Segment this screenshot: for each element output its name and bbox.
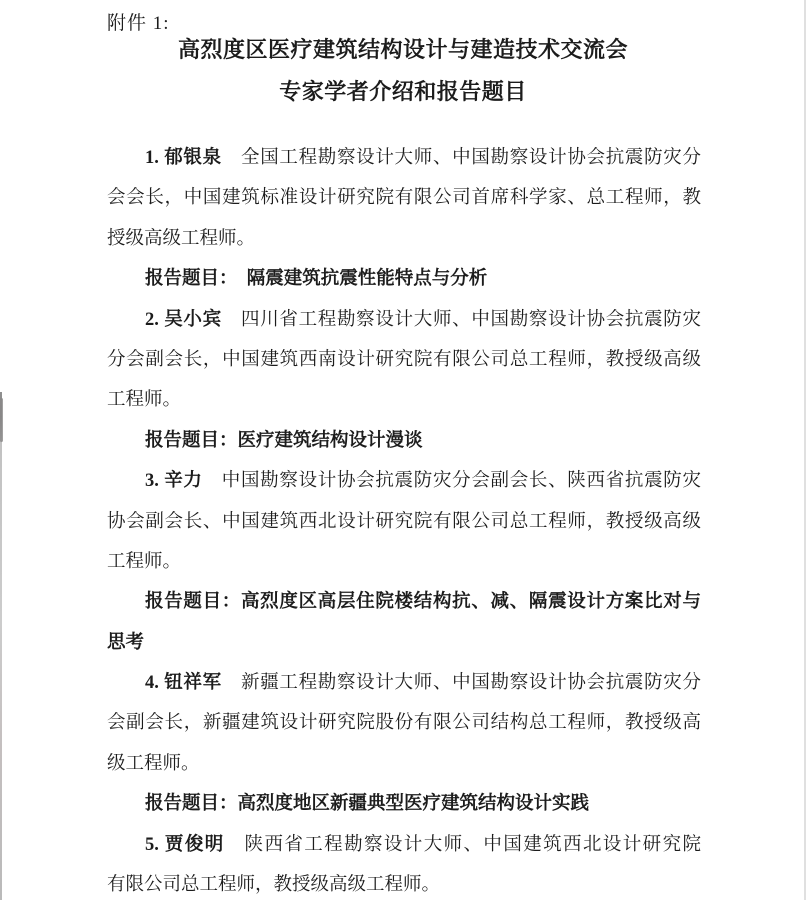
expert-bio-line	[107, 138, 701, 178]
expert-bio-line: 工程师。	[107, 551, 182, 572]
scan-smudge-artifact	[0, 398, 3, 442]
expert-bio-text: 新疆工程勘察设计大师、中国勘察设计协会抗震防灾分	[221, 673, 701, 694]
report-topic-line: 思考	[107, 632, 145, 653]
expert-bio-line: 会会长，中国建筑标准设计研究院有限公司首席科学家、总工程师，教	[107, 188, 701, 209]
report-topic-line: 报告题目：高烈度地区新疆典型医疗建筑结构设计实践	[145, 794, 590, 815]
expert-bio-text: 陕西省工程勘察设计大师、中国建筑西北设计研究院	[224, 834, 701, 855]
report-topic-line: 报告题目： 隔震建筑抗震性能特点与分析	[145, 269, 488, 290]
expert-bio-line	[107, 825, 701, 865]
scan-edge-artifact-left	[0, 392, 2, 900]
expert-number-name: 5. 贾俊明	[145, 834, 225, 855]
expert-bio-line	[107, 461, 701, 501]
expert-bio-line: 分会副会长，中国建筑西南设计研究院有限公司总工程师，教授级高级	[107, 349, 701, 370]
report-topic-line: 报告题目：医疗建筑结构设计漫谈	[145, 430, 423, 451]
expert-bio-line	[107, 663, 701, 703]
expert-number-name: 4. 钮祥军	[145, 673, 222, 694]
expert-bio-line: 授级高级工程师。	[107, 228, 256, 249]
expert-bio-line: 工程师。	[107, 390, 182, 411]
report-topic-line: 报告题目：高烈度区高层住院楼结构抗、减、隔震设计方案比对与	[145, 592, 701, 613]
expert-bio-line: 有限公司总工程师，教授级高级工程师。	[107, 875, 441, 896]
expert-bio-line: 协会副会长、中国建筑西北设计研究院有限公司总工程师，教授级高级	[107, 511, 701, 532]
document-title-line1: 高烈度区医疗建筑结构设计与建造技术交流会	[177, 37, 628, 62]
expert-bio-line: 级工程师。	[107, 753, 200, 774]
expert-bio-text: 中国勘察设计协会抗震防灾分会副会长、陕西省抗震防灾	[202, 471, 701, 492]
document-body-lines	[107, 138, 701, 905]
expert-number-name: 1. 郁银泉	[145, 148, 222, 168]
expert-bio-text: 全国工程勘察设计大师、中国勘察设计协会抗震防灾分	[221, 148, 701, 168]
expert-bio-text: 四川省工程勘察设计大师、中国勘察设计协会抗震防灾	[221, 309, 701, 330]
expert-number-name: 2. 吴小宾	[145, 309, 222, 330]
expert-number-name: 3. 辛力	[145, 471, 203, 492]
document-title-line2: 专家学者介绍和报告题目	[279, 79, 527, 104]
expert-bio-line	[107, 300, 701, 340]
attachment-label: 附件 1:	[107, 13, 170, 34]
expert-bio-line: 会副会长，新疆建筑设计研究院股份有限公司结构总工程师，教授级高	[107, 713, 701, 734]
